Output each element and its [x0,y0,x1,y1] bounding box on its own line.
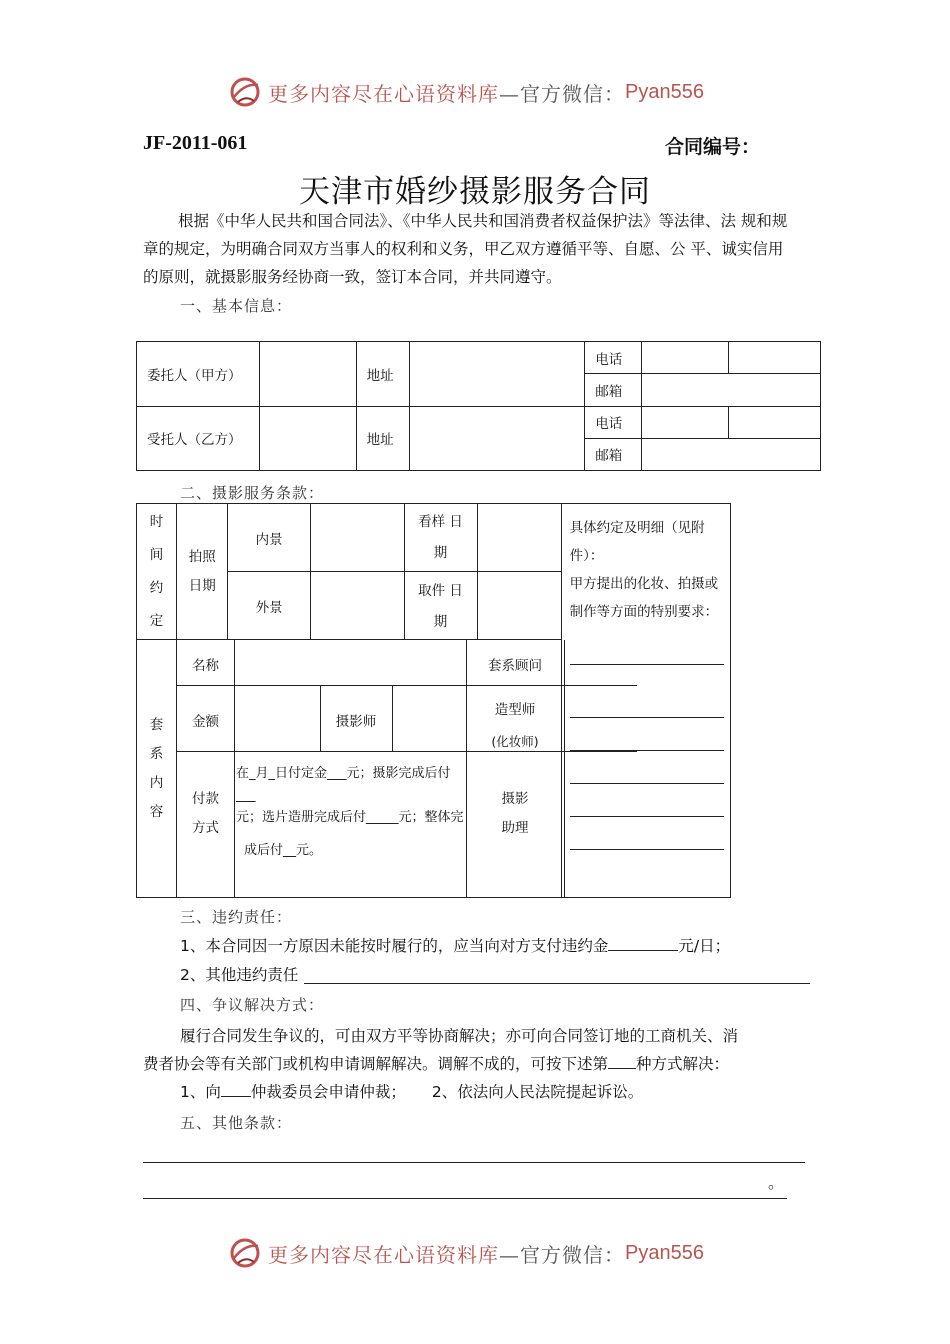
watermark-top [228,75,704,109]
end-mark: 。 [768,1173,785,1192]
pickup-date-wrap [404,572,561,640]
time-char-4: 定 [149,612,164,629]
dispute-line2 [143,1050,729,1078]
time-group-label [137,504,177,640]
sample-date-cell[interactable] [477,504,561,571]
party-b-email-cell[interactable] [642,438,821,470]
package-subgrid-wrap [177,640,731,898]
section4-heading: 四、争议解决方式： [180,996,325,1014]
payment-text-1: 在_月_日付定金___元；摄影完成后付 [236,766,451,781]
pickup-date-line2: 期 [433,614,448,630]
dispute-opt2: 2、依法向人民法院提起诉讼。 [431,1083,644,1101]
arbitration-blank[interactable] [221,1078,251,1097]
watermark-bottom [228,1236,704,1270]
watermark-text: 更多内容尽在心语资料库 [268,1242,499,1267]
watermark-wechat: Pyan556 [625,1241,704,1264]
preamble-line2: 章的规定，为明确合同双方当事人的权利和义务，甲乙双方遵循平等、自愿、公 平、诚实信用 [143,240,784,258]
party-a-email-cell[interactable] [642,374,821,406]
package-char-3: 内 [149,774,164,791]
package-name-cell[interactable] [235,640,466,685]
breach-item1 [180,932,730,960]
party-a-phone-cell-2[interactable] [729,342,821,374]
indoor-label: 内景 [228,504,311,572]
assistant-line2: 助理 [501,820,529,836]
watermark-wechat: Pyan556 [625,80,704,103]
pickup-date-cell[interactable] [477,572,561,639]
payment-text-3: 元；选片造册完成后付_____元；整体完 [236,810,464,825]
pickup-date-line1: 取件 日 [418,583,463,599]
package-name-label: 名称 [192,658,220,674]
time-char-3: 约 [149,579,164,596]
page-title: 天津市婚纱摄影服务合同 [299,174,651,210]
watermark-text: 更多内容尽在心语资料库 [268,81,499,106]
party-b-phone-cell-2[interactable] [729,406,821,438]
watermark-sep: —官方微信： [499,1242,625,1267]
shoot-date-line1: 拍照 [188,548,216,565]
assistant-line1: 摄影 [501,791,529,807]
package-char-2: 系 [149,745,164,762]
dispute-options [180,1078,643,1106]
party-a-label: 委托人（甲方） [137,342,260,407]
stylist-note: (化妆师) [491,734,539,749]
outdoor-label: 外景 [228,572,311,640]
payment-text-2: ___ [236,788,256,803]
section3-heading: 三、违约责任： [180,908,293,926]
sample-date-line1: 看样 日 [418,514,463,530]
section5-heading: 五、其他条款： [180,1114,293,1132]
consultant-cell[interactable] [565,640,637,685]
shoot-date-line2: 日期 [188,577,216,594]
section2-heading: 二、摄影服务条款： [180,484,325,502]
payment-label [177,785,234,843]
brand-logo-icon [228,1236,262,1270]
other-terms-line-2[interactable] [143,1198,787,1199]
dispute-line1: 履行合同发生争议的，可由双方平等协商解决；亦可向合同签订地的工商机关、消 [180,1027,739,1045]
penalty-amount-blank[interactable] [608,932,678,951]
sample-date-wrap [404,504,561,572]
payment-line2: 方式 [192,820,220,836]
stylist-label [466,695,564,757]
party-a-address-label: 地址 [356,342,409,407]
dispute-line2-a: 费者协会等有关部门或机构申请调解解决。调解不成的，可按下述第 [143,1055,609,1073]
breach-item1-unit: 元/日； [678,937,731,955]
dispute-opt1-b: 仲裁委员会申请仲裁； [250,1083,406,1101]
sample-date-label [405,504,477,571]
package-group-label [137,640,177,898]
consultant-label: 套系顾问 [488,658,543,674]
basic-info-table [136,341,821,471]
party-b-address-label: 地址 [356,406,409,471]
photographer-cell[interactable] [393,686,466,751]
sample-date-line2: 期 [433,545,448,561]
indoor-cell[interactable] [310,504,404,572]
other-terms-line-1[interactable] [143,1162,805,1163]
contract-number-label: 合同编号： [665,136,761,158]
outdoor-cell[interactable] [310,572,404,640]
breach-item2: 2、其他违约责任 [180,966,299,984]
party-b-email-label: 邮箱 [585,438,642,470]
party-b-name-cell[interactable] [259,406,356,471]
party-b-phone-cell[interactable] [642,406,729,438]
party-b-address-cell[interactable] [409,406,585,471]
section1-heading: 一、基本信息： [180,297,293,315]
pickup-date-label [405,572,477,639]
watermark-sep: —官方微信： [499,81,625,106]
breach-other-line[interactable] [304,983,810,984]
amount-cell[interactable] [235,686,320,751]
notes-requirement: 甲方提出的化妆、拍摄或制作等方面的特别要求： [569,576,719,620]
stylist-cell[interactable] [565,686,637,751]
time-char-2: 间 [149,546,164,563]
shoot-date-label [177,504,228,640]
party-a-email-label: 邮箱 [585,374,642,406]
assistant-cell[interactable] [565,752,637,897]
assistant-label [466,785,564,843]
party-b-label: 受托人（乙方） [137,406,260,471]
dispute-line2-b: 种方式解决： [636,1055,730,1073]
party-b-phone-label: 电话 [585,406,642,438]
photographer-label: 摄影师 [335,714,377,730]
package-char-4: 容 [149,803,164,820]
payment-line1: 付款 [192,791,220,807]
preamble-line1: 根据《中华人民共和国合同法》、《中华人民共和国消费者权益保护法》等法律、法 规和规 [178,212,788,230]
notes-title: 具体约定及明细（见附件）： [569,520,705,564]
party-a-address-cell[interactable] [409,342,585,407]
stylist-text: 造型师 [494,702,536,718]
party-a-phone-label: 电话 [585,342,642,374]
brand-logo-icon [228,75,262,109]
breach-item1-text: 1、本合同因一方原因未能按时履行的，应当向对方支付违约金 [180,937,609,955]
party-a-phone-cell[interactable] [642,342,729,374]
party-a-name-cell[interactable] [259,342,356,407]
dispute-option-blank[interactable] [608,1050,636,1069]
preamble-line3: 的原则，就摄影服务经协商一致，签订本合同，并共同遵守。 [143,268,562,286]
time-char-1: 时 [149,513,164,530]
dispute-opt1-a: 1、向 [180,1083,221,1101]
doc-code: JF-2011-061 [143,132,248,154]
amount-label: 金额 [192,714,220,730]
package-subgrid [177,640,637,897]
payment-text-4: 成后付__元。 [244,843,323,858]
service-terms-table [136,503,820,898]
payment-text[interactable] [236,763,464,862]
package-char-1: 套 [149,716,164,733]
